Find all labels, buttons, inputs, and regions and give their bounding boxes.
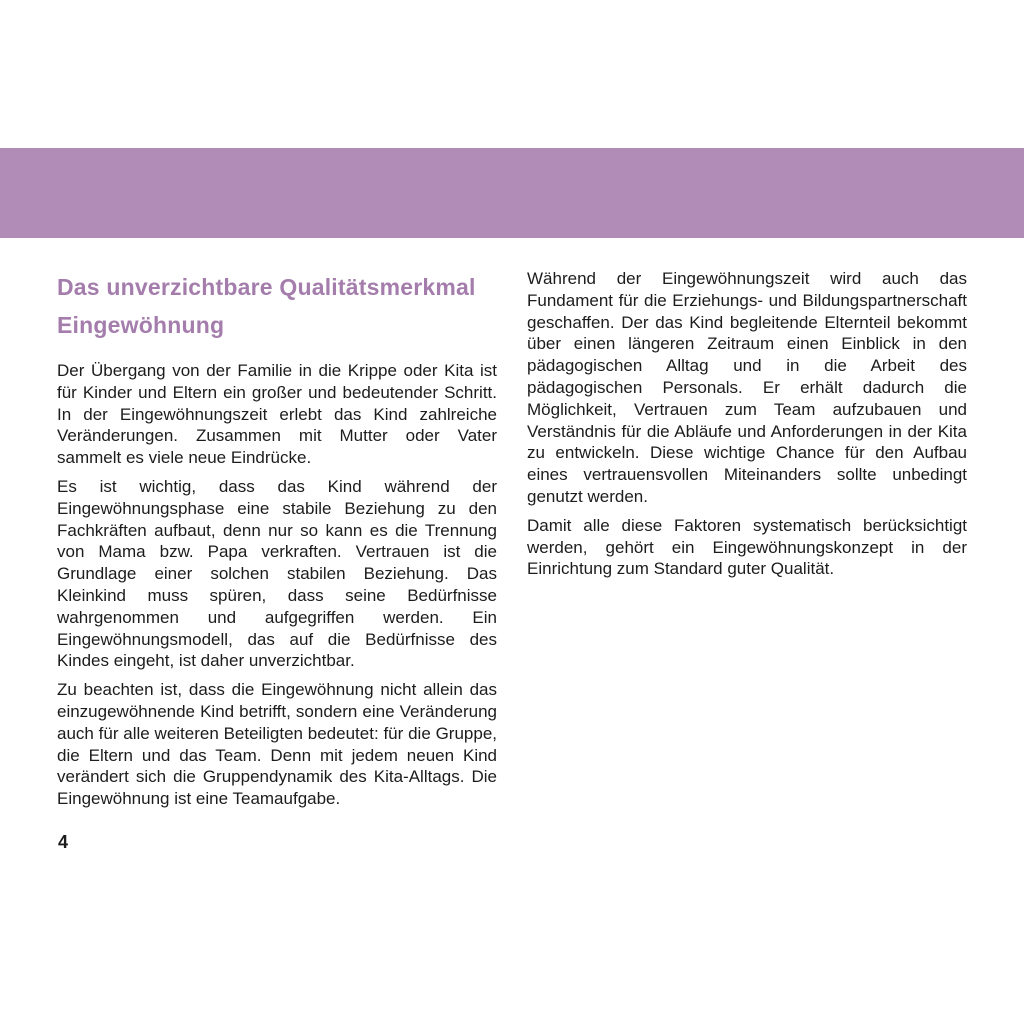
right-column — [527, 268, 967, 817]
paragraph: Damit alle diese Faktoren systematisch berücksichtigt werden, gehört ein Eingewöhnungskonzept in der Einrichtung zum Standard guter Qualität. — [527, 515, 967, 579]
paragraph: Während der Eingewöhnungszeit wird auch das Fundament für die Erziehungs- und Bildungspartnerschaft geschaffen. Der das Kind begleitende Elternteil bekommt über einen längeren Zeitraum einen Einblick in den pädagogischen Alltag und in die Arbeit des pädagogischen Personals. Er erhält dadurch die Möglichkeit, Vertrauen zum Team aufzubauen und Verständnis für die Abläufe und Anforderungen in der Kita zu entwickeln. Diese wichtige Chance für den Aufbau eines vertrauensvollen Miteinanders sollte unbedingt genutzt werden. — [527, 269, 967, 506]
page-content — [57, 268, 967, 817]
page-number: 4 — [58, 832, 69, 852]
paragraph: Zu beachten ist, dass die Eingewöhnung nicht allein das einzugewöhnende Kind betrifft, sondern eine Veränderung auch für alle weiteren Beteiligten bedeutet: für die Gruppe, die Eltern und das Team. Denn mit jedem neuen Kind verändert sich die Gruppendynamik des Kita-Alltags. Die Eingewöhnung ist eine Teamaufgabe. — [57, 680, 497, 809]
page-title: Das unverzichtbare Qualitätsmerkmal Eingewöhnung — [57, 274, 476, 338]
top-banner — [0, 148, 1024, 238]
left-column-text — [57, 360, 497, 810]
paragraph: Der Übergang von der Familie in die Krippe oder Kita ist für Kinder und Eltern ein großer und bedeutender Schritt. In der Eingewöhnungszeit erlebt das Kind zahlreiche Veränderungen. Zusammen mit Mutter oder Vater sammelt es viele neue Eindrücke. — [57, 361, 497, 468]
paragraph: Es ist wichtig, dass das Kind während der Eingewöhnungsphase eine stabile Beziehung zu den Fachkräften aufbaut, denn nur so kann es die Trennung von Mama bzw. Papa verkraften. Vertrauen ist die Grundlage einer solchen stabilen Beziehung. Das Kleinkind muss spüren, dass seine Bedürfnisse wahrgenommen und aufgegriffen werden. Ein Eingewöhnungsmodell, das auf die Bedürfnisse des Kindes eingeht, ist daher unverzichtbar. — [57, 476, 497, 671]
right-column-text — [527, 268, 967, 580]
left-column — [57, 268, 497, 817]
